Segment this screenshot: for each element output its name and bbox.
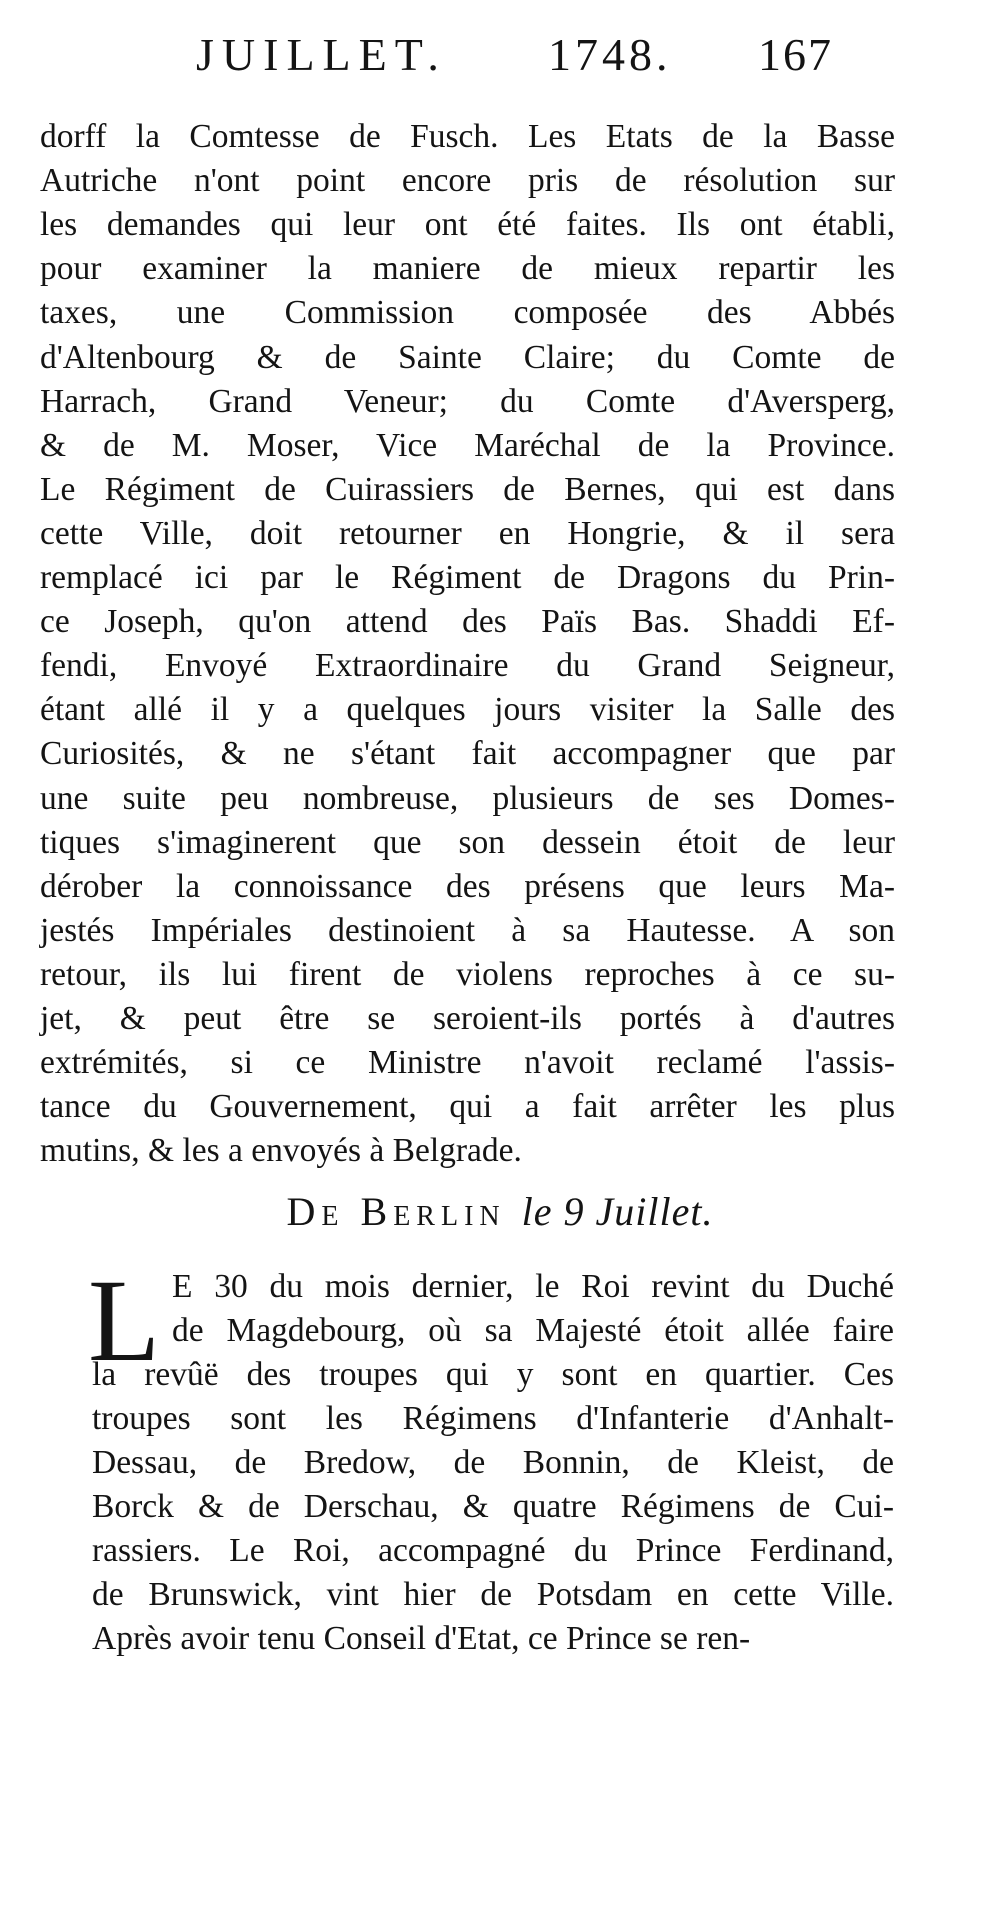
dateline: [0, 1188, 1000, 1235]
text-line: & de M. Moser, Vice Maréchal de la Province.: [40, 426, 895, 464]
text-line: mutins, & les a envoyés à Belgrade.: [40, 1132, 522, 1170]
text-line: taxes, une Commission composée des Abbés: [40, 294, 895, 332]
dateline-place: De Berlin: [286, 1189, 506, 1234]
text-line: Autriche n'ont point encore pris de résolution sur: [40, 162, 895, 200]
text-line: tiques s'imaginerent que son dessein étoit de leur: [40, 823, 895, 861]
text-line: E 30 du mois dernier, le Roi revint du Duché: [172, 1268, 894, 1305]
drop-cap: L: [88, 1255, 161, 1386]
text-line: troupes sont les Régimens d'Infanterie d'Anhalt-: [92, 1400, 894, 1437]
text-line: dorff la Comtesse de Fusch. Les Etats de la Basse: [40, 118, 895, 155]
text-line: dérober la connoissance des présens que leurs Ma-: [40, 867, 895, 905]
text-line: extrémités, si ce Ministre n'avoit reclamé l'assis-: [40, 1044, 895, 1082]
text-line: remplacé ici par le Régiment de Dragons du Prin-: [40, 559, 895, 596]
text-line: Borck & de Derschau, & quatre Régimens de Cui-: [92, 1488, 894, 1525]
text-line: de Magdebourg, où sa Majesté étoit allée faire: [172, 1312, 894, 1349]
running-header: [0, 28, 1000, 98]
text-line: étant allé il y a quelques jours visiter la Salle des: [40, 691, 895, 729]
text-line: jet, & peut être se seroient-ils portés à d'autres: [40, 1000, 895, 1037]
text-line: la revûë des troupes qui y sont en quartier. Ces: [92, 1356, 894, 1393]
text-line: Curiosités, & ne s'étant fait accompagner que par: [40, 735, 895, 773]
text-line: pour examiner la maniere de mieux repartir les: [40, 250, 895, 288]
text-line: Après avoir tenu Conseil d'Etat, ce Prince se ren-: [92, 1620, 751, 1657]
text-line: les demandes qui leur ont été faites. Ils ont établi,: [40, 206, 895, 244]
text-line: de Brunswick, vint hier de Potsdam en cette Ville.: [92, 1576, 894, 1613]
text-line: d'Altenbourg & de Sainte Claire; du Comte de: [40, 338, 895, 376]
text-line: Dessau, de Bredow, de Bonnin, de Kleist, de: [92, 1444, 894, 1481]
text-line: cette Ville, doit retourner en Hongrie, & il sera: [40, 514, 895, 552]
text-line: fendi, Envoyé Extraordinaire du Grand Seigneur,: [40, 647, 895, 685]
page-number: 167: [758, 29, 833, 80]
text-line: ce Joseph, qu'on attend des Païs Bas. Shaddi Ef-: [40, 603, 895, 641]
dateline-date: le 9 Juillet.: [521, 1189, 714, 1234]
text-line: Le Régiment de Cuirassiers de Bernes, qui est dans: [40, 470, 895, 508]
text-line: une suite peu nombreuse, plusieurs de ses Domes-: [40, 779, 895, 817]
text-line: rassiers. Le Roi, accompagné du Prince Ferdinand,: [92, 1532, 894, 1569]
header-month: JUILLET.: [196, 29, 447, 80]
text-line: Harrach, Grand Veneur; du Comte d'Aversperg,: [40, 382, 895, 420]
text-line: jestés Impériales destinoient à sa Hautesse. A son: [40, 911, 895, 949]
header-year: 1748.: [548, 29, 672, 80]
text-line: retour, ils lui firent de violens reproches à ce su-: [40, 955, 895, 993]
text-line: tance du Gouvernement, qui a fait arrêter les plus: [40, 1088, 895, 1126]
